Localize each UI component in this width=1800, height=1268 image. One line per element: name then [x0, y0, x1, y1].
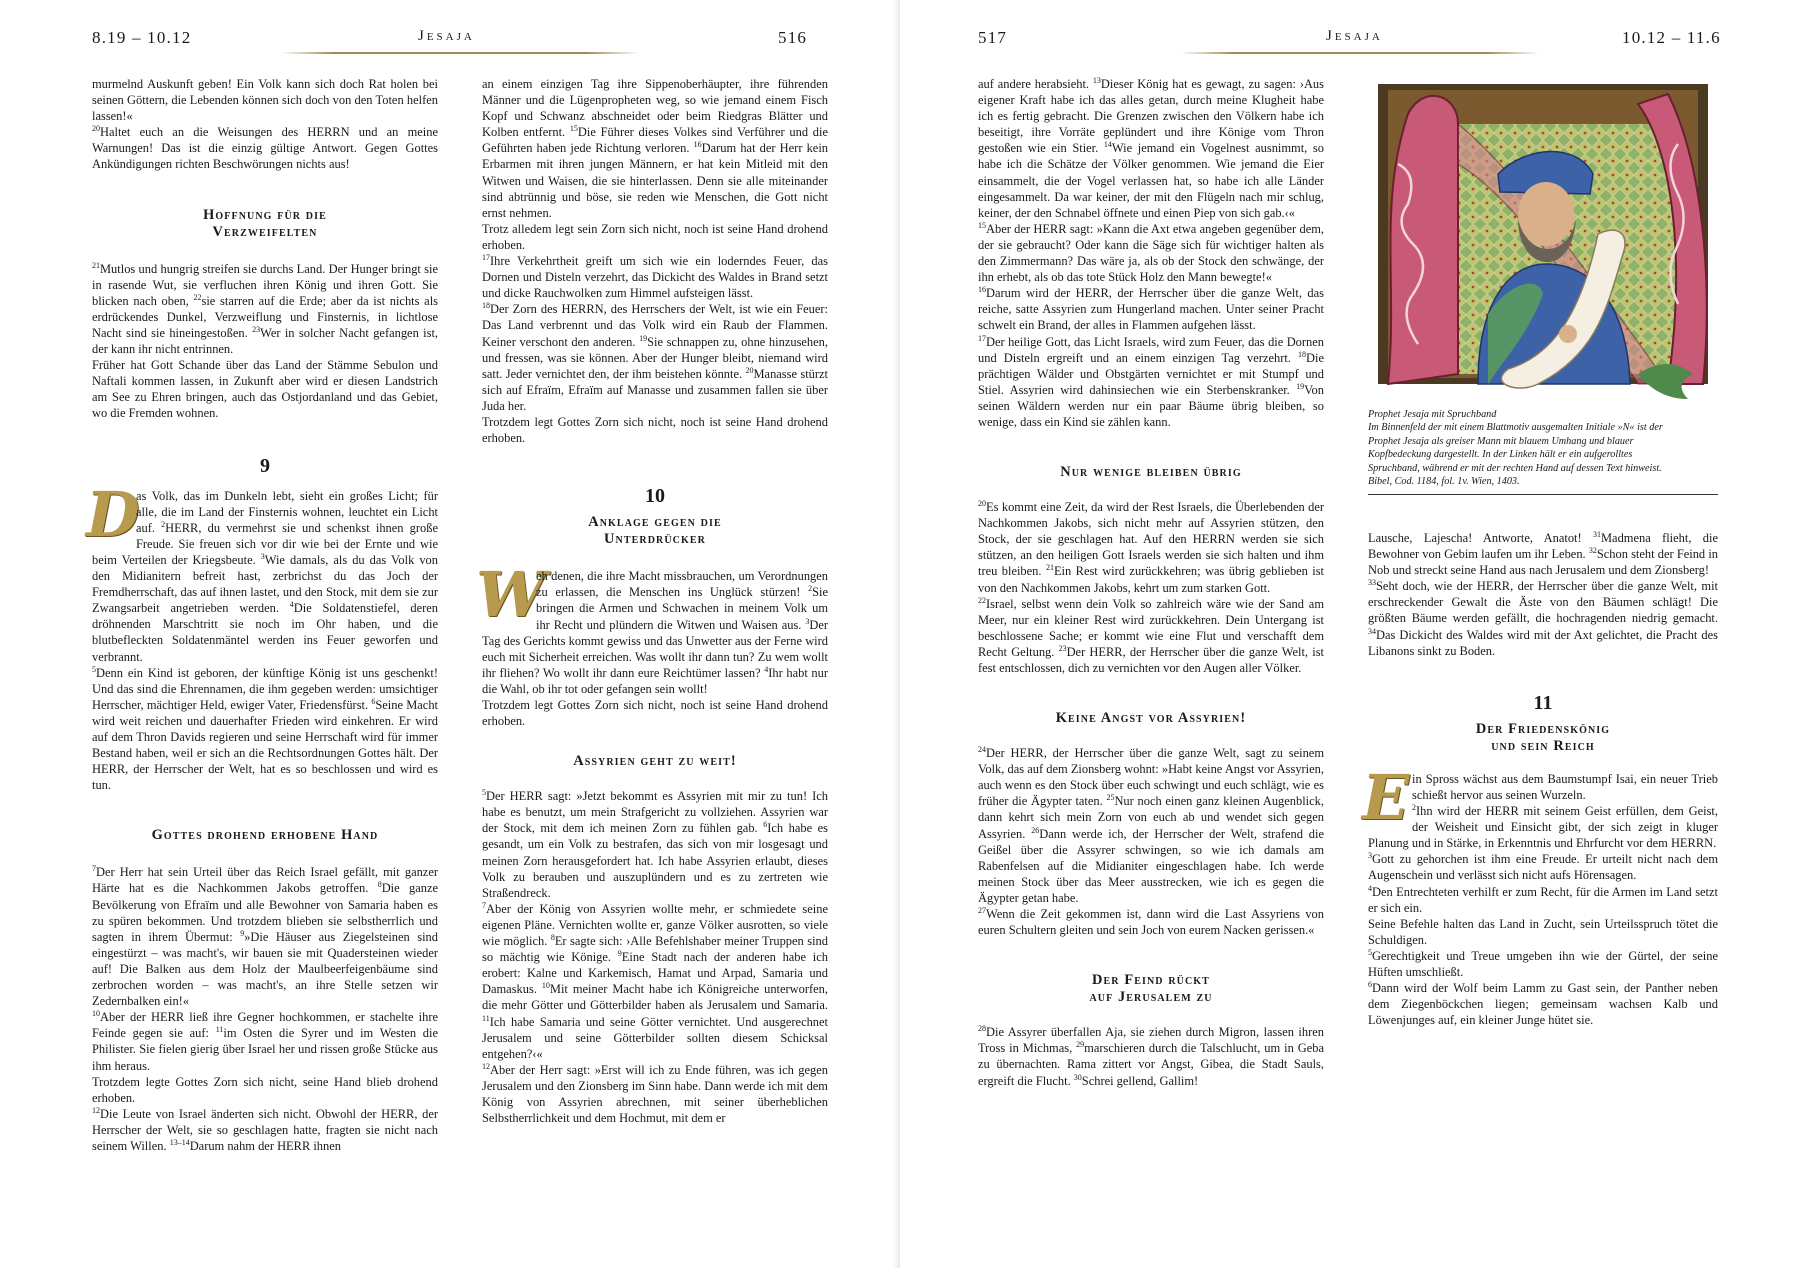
caption-title: Prophet Jesaja mit Spruchband [1368, 409, 1497, 420]
verse-number: 16 [978, 285, 986, 295]
verse-number: 20 [978, 498, 986, 508]
heading-line: Verzweifelten [212, 223, 318, 240]
verse-text: Sie bringen die Armen und Schwachen in meinem Volk um ihr Recht und plündern die Witwen und Waisen aus. [536, 585, 828, 632]
verse-number: 29 [1076, 1040, 1085, 1050]
verse-text: Aber der Herr sagt: »Erst will ich zu Ende führen, was ich gegen Jerusalem und den Zionsberg im Sinn habe. Dann werde ich mit dem König von Assyrien abrechnen, mit seiner überheblichen Selbstherrlichkeit und dem Hochmut, mit dem er [482, 1062, 828, 1126]
paragraph: Früher hat Gott Schande über das Land der Stämme Sebulon und Naftali kommen lassen, in Zukunft aber wird er diesen Landstrich am See zu Ehren bringen, auch das Ostjordanland und das Gebiet, wo die Fremden wohnen. [92, 358, 438, 421]
caption-line: Spruchband, während er mit der rechten Hand auf dessen Text hinweist. [1368, 462, 1662, 474]
drop-cap-initial: E [1362, 760, 1410, 834]
verse-number: 22 [978, 595, 986, 605]
verse-text: Ein Rest wird zurückkehren; was übrig geblieben ist von den Nachkommen Jakobs, kehrt um zum starken Gott. [978, 564, 1324, 595]
verse-text: Nur noch einen ganz kleinen Augenblick, dann kehrt sich mein Zorn von euch ab und wendet sich gegen Assyrien. [978, 794, 1324, 841]
verse-number: 21 [1045, 563, 1054, 573]
paragraph [978, 334, 1324, 431]
paragraph [1362, 760, 1718, 851]
verse-number: 34 [1368, 626, 1376, 636]
verse-text: Aber der HERR sagt: »Kann die Axt etwa angeben gegenüber dem, der sie gebraucht? Oder kann die Säge sich für wichtiger halten als den Zimmermann? Das wäre ja, als ob der Stock den schwänge, der ihn erhebt, als ob das tote Stück Holz den Mann bewegte!« [978, 221, 1324, 285]
verse-number: 12 [92, 1105, 100, 1115]
verse-text: Schon steht der Feind in Nob und streckt seine Hand aus nach Jerusalem und dem Zionsberg! [1368, 547, 1718, 578]
verse-number: 3 [1368, 851, 1372, 861]
paragraph [1368, 578, 1718, 658]
verse-number: 16 [693, 140, 702, 150]
caption-rule [1368, 494, 1718, 495]
verse-number: 30 [1073, 1072, 1082, 1082]
verse-number: 18 [482, 301, 490, 311]
verse-text: Mutlos und hungrig streifen sie durchs Land. Der Hunger bringt sie in rasende Wut, sie verfluchen ihren König und ihren Gott. Sie blicken nach oben, [92, 261, 438, 308]
verse-number: 28 [978, 1024, 986, 1034]
drop-cap-initial: W [476, 558, 546, 632]
verse-number: 20 [745, 365, 754, 375]
verse-text: Es kommt eine Zeit, da wird der Rest Israels, die Überlebenden der Nachkommen Jakobs, sich nicht mehr auf Assyrien stützen, den Stock, der sie geschlagen hat. Auf den HERRN werden sie sich stützen, an den heiligen Gott Israels werden sie sich halten und ihm treu bleiben. [978, 500, 1324, 579]
verse-number: 6 [1368, 979, 1372, 989]
verse-text: Mit meiner Macht habe ich Königreiche unterworfen, die mehr Götter und Götterbilder haben als Jerusalem und Samaria. [482, 982, 828, 1013]
paragraph [978, 1024, 1324, 1088]
verse-number: 19 [639, 333, 648, 343]
section-heading: Keine Angst vor Assyrien! [1055, 710, 1247, 727]
caption-line: Prophet Jesaja als greiser Mann mit blauem Umhang und blauer [1368, 435, 1634, 447]
verse-number: 2 [1412, 802, 1416, 812]
verse-number: 3 [805, 616, 810, 626]
heading-line: Der Friedenskönig [1475, 720, 1611, 737]
header-book-title: Jesaja [418, 28, 475, 44]
verse-text: Ich habe Samaria und seine Götter vernichtet. Und ausgerechnet Jerusalem und seine Götterbilder sollten diesem Schicksal entgehen?‹« [482, 1014, 828, 1061]
verse-text: Der HERR, der Herrscher über die ganze Welt, ist fest entschlossen, dich zu vernichten vor den Augen aller Völker. [978, 644, 1324, 675]
verse-text: Israel, selbst wenn dein Volk so zahlreich wäre wie der Sand am Meer, nur ein kleiner Rest wird zurückkehren. Dein Untergang ist beschlossene Sache; er kommt wie eine Flut und verschafft dem Recht Geltung. [978, 596, 1324, 659]
verse-text: Die Assyrer überfallen Aja, sie ziehen durch Migron, lassen ihren Tross in Michmas, [978, 1025, 1324, 1056]
chapter-number: 9 [260, 454, 270, 477]
paragraph [482, 301, 828, 414]
verse-number: 26 [1031, 825, 1040, 835]
paragraph [978, 221, 1324, 285]
caption-source: Bibel, Cod. 1184, fol. 1v. Wien, 1403. [1368, 476, 1520, 488]
verse-number: 23 [1058, 643, 1067, 653]
verse-text: Die Führer dieses Volkes sind Verführer und die Geführten haben jede Richtung verloren. [482, 125, 828, 156]
paragraph [978, 76, 1324, 221]
paragraph: Trotzdem legt Gottes Zorn sich nicht, noch ist seine Hand drohend erhoben. [482, 414, 828, 446]
verse-text: Aber der König von Assyrien wollte mehr, er schmiedete seine eigenen Pläne. Vernichten wollte er, ganze Völker ausrotten, so viele wie möglich. [482, 901, 828, 949]
verse-number: 10 [92, 1009, 100, 1019]
verse-number: 17 [482, 252, 490, 262]
verse-number: 7 [482, 900, 486, 910]
verse-text: Ihre Verkehrtheit greift um sich wie ein loderndes Feuer, das Dornen und Disteln verzehrt, das Dickicht des Waldes in Brand setzt und dicke Rauchwolken zum Himmel aufsteigen lässt. [482, 254, 828, 301]
section-heading [1368, 721, 1718, 755]
verse-number: 13 [1092, 75, 1101, 85]
heading-line: Anklage gegen die [588, 514, 722, 531]
verse-text: Wer in solcher Nacht gefangen ist, der kann ihr nicht entrinnen. [92, 325, 439, 357]
verse-number: 3 [260, 551, 265, 561]
verse-number: 23 [252, 324, 261, 334]
verse-text: Denn ein Kind ist geboren, der künftige König ist uns geschenkt! Und das sind die Ehrennamen, die ihm gegeben werden: umsichtiger Herrscher, mächtiger Held, ewiger Vater, Friedensfürst. [92, 665, 438, 712]
verse-text: Seine Macht wird weit reichen und dauerhafter Frieden wird einkehren. Er wird auf dem Thron Davids regieren und seine Herrschaft wird für immer Bestand haben, weil er sich an die Rechtsordnungen Gottes hält. Der HERR, der Herrscher der Welt, hat es so beschlossen und wird es tun. [92, 697, 438, 793]
paragraph [978, 285, 1324, 333]
paragraph [92, 665, 438, 794]
paragraph [482, 76, 828, 221]
heading-line: und sein Reich [1491, 737, 1595, 754]
verse-text: Der HERR sagt: »Jetzt bekommt es Assyrien mit mir zu tun! Ich habe es benutzt, um mein Strafgericht zu vollziehen. Assyrien war der Stock, mit dem ich meinen Zorn zu fühlen gab. [482, 789, 828, 836]
verse-text: Seht doch, wie der HERR, der Herrscher über die ganze Welt, mit erschreckender Gewalt die Äste von den Bäumen schlägt! Die größten Bäume werden gefällt, die hochragenden niedrig gemacht. [1368, 579, 1718, 626]
illuminated-initial-N-prophet-icon [1368, 84, 1718, 464]
section-heading: Gottes drohend erhobene Hand [151, 827, 379, 844]
verse-text: sie starren auf die Erde; aber da ist nichts als erdrückendes Dunkel, Verzweiflung und Finsternis, in lichtlose Nacht sind sie hineingestoßen. [92, 293, 438, 340]
verse-text: Das Dickicht des Waldes wird mit der Axt gelichtet, die Pracht des Libanons sinkt zu Boden. [1368, 627, 1718, 658]
verse-number: 21 [92, 260, 100, 270]
text-column-3 [978, 76, 1324, 1089]
image-caption [1368, 408, 1718, 488]
verse-text: Dann wird der Wolf beim Lamm zu Gast sein, der Panther neben dem Ziegenböckchen liegen; gemeinsam wachsen Kalb und Löwenjunges auf, ein kleiner Junge hütet sie. [1368, 981, 1718, 1028]
verse-number: 31 [1593, 529, 1601, 539]
verse-text: Dieser König hat es gewagt, zu sagen: ›Aus eigener Kraft habe ich das alles getan, durch meine Klugheit habe ich es fertig gebracht. Die Grenzen zwischen den Völkern habe ich beseitigt, ihre Vorräte geplündert und ihre Könige vom Thron gestoßen wie ein Stier. [978, 77, 1324, 156]
verse-text: Ihr habt nur die Wahl, ob ihr tot oder gefangen sein wollt! [482, 665, 828, 696]
verse-text: Sie schnappen zu, ohne hinzusehen, und fressen, was sie können. Aber der Hunger bleibt, niemand wird satt. Jeder vernichtet den, der ihm beistehen könnte. [482, 334, 828, 381]
verse-text: Madmena flieht, die Bewohner von Gebim laufen um ihr Leben. [1368, 531, 1718, 562]
text-column-1 [86, 76, 439, 1154]
drop-cap-initial: D [86, 477, 140, 551]
paragraph [978, 596, 1324, 676]
verse-number: 14 [1103, 140, 1112, 150]
paragraph: Seine Befehle halten das Land in Zucht, sein Urteilsspruch tötet die Schuldigen. [1368, 916, 1718, 947]
verse-number: 9 [617, 948, 622, 958]
paragraph [978, 745, 1324, 906]
verse-text: Wie jemand ein Vogelnest ausnimmt, so habe ich die Schätze der Völker genommen. Wie jemand die Eier einsammelt, die der Vogel verlassen hat, so habe ich alle Länder eingesammelt. Da war keiner, der mit den Flügeln nach mir schlug, keiner, der den Schnabel öffnete und einen Piep von sich gab.‹« [978, 141, 1324, 220]
verse-number: 27 [978, 905, 986, 915]
verse-number: 8 [377, 880, 382, 890]
verse-number: 18 [1298, 349, 1307, 359]
chapter-number: 10 [645, 485, 665, 508]
verse-text: eh denen, die ihre Macht missbrauchen, um Verordnungen zu erlassen, die Menschen ins Unglück stürzen! [536, 569, 828, 600]
verse-number: 6 [763, 820, 768, 830]
verse-text: Haltet euch an die Weisungen des HERRN und an meine Warnungen! Das ist die einzig gültige Antwort. Gegen Gottes Ankündigungen richten Beschwörungen nichts aus! [92, 125, 438, 172]
verse-number: 10 [541, 981, 550, 991]
heading-line: auf Jerusalem zu [1089, 989, 1213, 1006]
verse-text: Wenn die Zeit gekommen ist, dann wird die Last Assyriens von euren Schultern gleiten und sein Joch von eurem Nacken gerissen.« [978, 907, 1324, 938]
verse-number: 4 [289, 600, 294, 610]
verse-number: 11 [215, 1025, 224, 1035]
verse-text: Darum hat der Herr kein Erbarmen mit ihren jungen Männern, er hat kein Mitleid mit den Witwen und Waisen, die sie hinterlassen. Denn sie alle miteinander sind abtrünnig und böse, sie reden wie Menschen, die Gott nicht ernst nehmen. [482, 141, 829, 220]
verse-text: Darum wird der HERR, der Herrscher über die ganze Welt, das reiche, satte Assyrien zum Hungerland machen. Unter seiner Pracht schwelt ein Brand, der alles in Flammen aufgehen lässt. [978, 286, 1324, 333]
verse-number: 13–14 [169, 1137, 190, 1147]
verse-number: 12 [482, 1061, 490, 1071]
verse-text: Den Entrechteten verhilft er zum Recht, für die Armen im Land setzt er sich ein. [1368, 884, 1718, 915]
paragraph [1368, 980, 1718, 1028]
header-rule [1180, 52, 1540, 54]
paragraph [92, 124, 438, 172]
verse-text: Die ganze Bevölkerung von Efraïm und alle Bewohner von Samaria haben es zu spüren bekommen. Und trotzdem blieben sie selbstherrlich und sagten in ihrem Übermut: [92, 881, 438, 944]
heading-line: Der Feind rückt [1092, 972, 1210, 989]
verse-number: 33 [1368, 578, 1376, 588]
verse-number: 17 [978, 333, 986, 343]
paragraph [1368, 884, 1718, 916]
verse-number: 5 [1368, 947, 1372, 957]
verse-number: 9 [240, 928, 245, 938]
verse-text: as Volk, das im Dunkeln lebt, sieht ein großes Licht; für alle, die im Land der Finsternis wohnen, leuchtet ein Licht auf. [136, 488, 438, 535]
paragraph [92, 1009, 438, 1073]
verse-number: 5 [482, 788, 486, 798]
verse-text: Schrei gellend, Gallim! [1081, 1073, 1199, 1088]
verse-number: 20 [92, 124, 100, 134]
section-heading [482, 514, 828, 548]
section-heading [92, 207, 438, 241]
verse-text: Ihn wird der HERR mit seinem Geist erfüllen, dem Geist, der Weisheit und Einsicht gibt, der sich zeigt in kluger Planung und in Stärke, in Erkenntnis und Ehrfurcht vor dem HERRN. [1368, 804, 1718, 851]
paragraph [978, 499, 1324, 596]
verse-number: 25 [1106, 793, 1115, 803]
verse-number: 11 [482, 1013, 490, 1023]
verse-number: 2 [161, 519, 166, 529]
paragraph: Trotzdem legt Gottes Zorn sich nicht, noch ist seine Hand drohend erhoben. [482, 698, 828, 729]
paragraph [92, 261, 438, 358]
verse-text: Die Leute von Israel änderten sich nicht. Obwohl der HERR, der Herrscher der Welt, sie so geschlagen hatte, fragten sie nicht nach seinem Willen. [92, 1106, 438, 1153]
header-verse-range: 8.19 – 10.12 [92, 28, 192, 47]
section-heading: Assyrien geht zu weit! [573, 753, 737, 770]
verse-text: Dann werde ich, der Herrscher der Welt, strafend die Geißel über die Assyrer schwingen, so wie ich damals am Rabenfelsen auf die Midianiter eingeschlagen habe. Ich werde meinen Stock über das Meer ausstrecken, wie ich es gegen die Ägypter getan habe. [978, 826, 1325, 905]
verse-text: Gott zu gehorchen ist ihm eine Freude. Er urteilt nicht nach dem Augenschein und verlässt sich nicht aufs Hörensagen. [1368, 852, 1718, 883]
paragraph [476, 558, 828, 697]
verse-text: Der Herr hat sein Urteil über das Reich Israel gefällt, mit ganzer Härte hat es die Nachkommen Jakobs getroffen. [92, 865, 438, 896]
paragraph [482, 901, 828, 1062]
verse-number: 32 [1588, 545, 1597, 555]
verse-text: an einem einzigen Tag ihre Sippenoberhäupter, ihre führenden Männer und die Lügenpropheten weg, so wie jemand einem Fisch Kopf und Schwanz abschneidet oder beim Riedgras Blätter und Kolben entfernt. [482, 77, 828, 140]
verse-text: Der HERR, der Herrscher über die ganze Welt, sagt zu seinem Volk, das auf dem Zionsberg wohnt: »Habt keine Angst vor Assyrien, auch wenn es den Stock über euch schwingt und euch schlägt, wie es früher die Ägypter taten. [978, 746, 1324, 809]
paragraph [978, 906, 1324, 938]
verse-text: Die Soldatenstiefel, deren dröhnenden Marschtritt sie noch im Ohr haben, und die blutbefleckten Soldatenmäntel werden ins Feuer geworfen und verbrannt. [92, 601, 438, 664]
heading-line: Hoffnung für die [203, 206, 327, 223]
verse-text: Manasse stürzt sich auf Efraïm, Efraïm auf Manasse und zusammen fallen sie über Juda her. [482, 366, 828, 413]
paragraph [482, 253, 828, 301]
verse-text: Die prächtigen Wälder und Obstgärten vernichtet er mit Stumpf und Stiel. Assyrien wird dahinsiechen wie ein Sterbenskranker. [978, 350, 1324, 397]
verse-text: HERR, du vermehrst sie und schenkst ihnen große Freude. Sie freuen sich vor dir wie bei der Ernte und wie beim Verteilen der Kriegsbeute. [92, 520, 438, 567]
verse-text: Der Tag des Gerichts kommt gewiss und das Unwetter aus der Ferne wird euch mit Sicherheit erreichen. Was wollt ihr dann tun? Zu wem wollt ihr fliehen? Wo wollt ihr dann eure Reichtümer lassen? [482, 617, 828, 680]
verse-text: marschieren durch die Talschlucht, um in Geba zu übernachten. Rama zittert vor Angst, Gibea, die Stadt Sauls, ergreift die Flucht. [978, 1041, 1324, 1088]
verse-text: Von seinen Wäldern werden nur ein paar Bäume übrig bleiben, so wenige, dass ein Kind sie zählen kann. [978, 382, 1324, 429]
verse-number: 8 [550, 932, 555, 942]
paragraph [92, 864, 438, 1009]
verse-text: in Spross wächst aus dem Baumstumpf Isai, ein neuer Trieb schießt hervor aus seinen Wurzeln. [1412, 771, 1718, 802]
verse-number: 6 [371, 696, 376, 706]
text-column-4 [1362, 529, 1718, 1028]
verse-text: Lausche, Lajescha! Antworte, Anatot! [1368, 531, 1593, 545]
verse-text: Wie damals, als du das Volk von den Midianitern befreit hast, zerbrichst du das Joch der Fremdherrschaft, das auf ihnen lastet, und den Stock, mit dem sie zur Zwangsarbeit angetrieben werden. [92, 552, 438, 616]
verse-text: im Osten die Syrer und im Westen die Philister. Sie fielen gierig über Israel her und rissen große Stücke aus ihm heraus. [92, 1026, 438, 1073]
verse-number: 2 [808, 584, 813, 594]
paragraph [86, 477, 438, 665]
caption-line: Kopfbedeckung dargestellt. In der Linken hält er ein aufgerolltes [1368, 449, 1633, 461]
verse-text: Der heilige Gott, das Licht Israels, wird zum Feuer, das die Dornen und Disteln ergreift und an einem einzigen Tag verzehrt. [978, 334, 1324, 365]
heading-line: Unterdrücker [604, 531, 706, 548]
verse-text: Eine Stadt nach der anderen habe ich erobert: Kalne und Karkemisch, Hamat und Arpad, Samaria und Damaskus. [482, 950, 828, 997]
paragraph [1368, 530, 1718, 578]
page-number: 517 [978, 28, 1008, 47]
chapter-number: 11 [1533, 691, 1553, 714]
paragraph: Trotz alledem legt sein Zorn sich nicht, noch ist seine Hand drohend erhoben. [482, 221, 828, 252]
page-number: 516 [778, 28, 808, 47]
verse-text: Er sagte sich: ›Alle Befehlshaber meiner Truppen sind so mächtig wie Könige. [482, 934, 828, 965]
paragraph [1368, 851, 1718, 883]
verse-number: 19 [1296, 381, 1305, 391]
verse-number: 4 [764, 664, 769, 674]
verse-text: Ich habe es gesandt, um ein Volk zu bestrafen, das sich von mir losgesagt und meinen Zorn herausgefordert hat. Ich habe Assyrien erlaubt, dieses Volk zu berauben und auszuplündern und es zu zertreten wie Straßendreck. [482, 821, 828, 900]
verse-text: Gerechtigkeit und Treue umgeben ihn wie der Gürtel, der seine Hüften umschließt. [1368, 948, 1718, 979]
verse-text: Darum nahm der HERR ihnen [189, 1138, 341, 1153]
caption-line: Im Binnenfeld der mit einem Blattmotiv ausgemalten Initiale »N« ist der [1368, 422, 1663, 434]
verse-number: 22 [193, 292, 202, 302]
verse-number: 5 [92, 664, 96, 674]
verse-number: 15 [978, 220, 986, 230]
verse-number: 15 [569, 124, 578, 134]
header-rule [280, 52, 640, 54]
verse-text: »Die Häuser aus Ziegelsteinen sind eingestürzt – was macht's, wir bauen sie mit Quadersteinen wieder auf! Die Balken aus dem Holz der Maulbeerfeigenbäume sind zerbrochen worden – was macht's, an ihre Stelle setzen wir Zedernbalken ein!« [92, 929, 438, 1009]
verse-text: auf andere herabsieht. [978, 77, 1093, 91]
paragraph: Trotzdem legte Gottes Zorn sich nicht, seine Hand blieb drohend erhoben. [92, 1074, 438, 1105]
verse-number: 24 [978, 744, 986, 754]
verse-text: Aber der HERR ließ ihre Gegner hochkommen, er stachelte ihre Feinde gegen sie auf: [92, 1010, 438, 1041]
paragraph [482, 788, 828, 901]
verse-number: 4 [1368, 883, 1372, 893]
paragraph [92, 1106, 438, 1154]
paragraph [482, 1062, 828, 1126]
section-heading [978, 972, 1324, 1006]
verse-number: 7 [92, 864, 96, 874]
text-column-2 [476, 76, 829, 1126]
header-book-title: Jesaja [1326, 28, 1383, 44]
section-heading: Nur wenige bleiben übrig [1060, 464, 1242, 481]
header-verse-range: 10.12 – 11.6 [1622, 28, 1721, 47]
verse-text: Der Zorn des HERRN, des Herrschers der Welt, ist wie ein Feuer: Das Land verbrennt und das Volk wird ein Raub der Flammen. Keiner verschont den anderen. [482, 302, 828, 349]
paragraph [1368, 948, 1718, 980]
paragraph: murmelnd Auskunft geben! Ein Volk kann sich doch Rat holen bei seinen Göttern, die Lebenden können sich doch von den Toten helfen lassen!« [92, 77, 438, 124]
right-page [900, 0, 1800, 1268]
